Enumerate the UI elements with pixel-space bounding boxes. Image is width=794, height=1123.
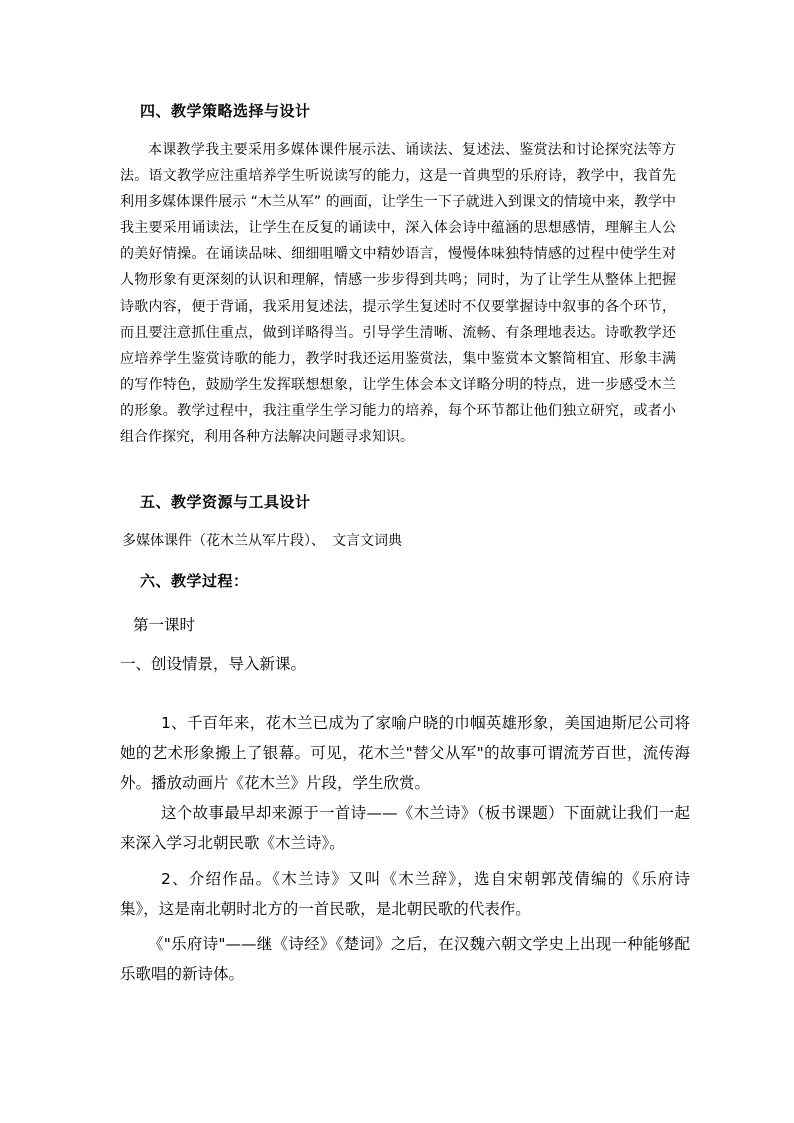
resources-line: 多媒体课件（花木兰从军片段）、 文言文词典: [122, 533, 402, 549]
section-6-heading: 六、教学过程：: [140, 572, 249, 590]
step-1-heading: 一、创设情景，导入新课。: [120, 655, 307, 673]
step-1-paragraph-4: 《"乐府诗"——继《诗经》《楚词》之后，在汉魏六朝文学史上出现一种能够配乐歌唱的新诗体。: [120, 935, 690, 983]
lesson-title: 第一课时: [133, 616, 196, 634]
section-4-heading: 四、教学策略选择与设计: [140, 102, 311, 120]
step-1-paragraph-2: 这个故事最早却来源于一首诗——《木兰诗》（板书课题）下面就让我们一起来深入学习北朝民歌《木兰诗》。: [120, 804, 690, 852]
step-1-paragraph-1: 1、千百年来，花木兰已成为了家喻户晓的巾帼英雄形象，美国迪斯尼公司将她的艺术形象搬上了银幕。可见，花木兰"替父从军"的故事可谓流芳百世，流传海外。播放动画片《花木兰》片段，学生欣赏。: [120, 714, 690, 792]
section-5-heading: 五、教学资源与工具设计: [140, 493, 311, 511]
step-1-paragraph-3: 2、介绍作品。《木兰诗》又叫《木兰辞》，选自宋朝郭茂倩编的《乐府诗集》，这是南北朝时北方的一首民歌，是北朝民歌的代表作。: [120, 870, 690, 918]
section-4-paragraph: 本课教学我主要采用多媒体课件展示法、诵读法、复述法、鉴赏法和讨论探究法等方法。语文教学应注重培养学生听说读写的能力，这是一首典型的乐府诗，教学中，我首先利用多媒体课件展示 “木兰从军” 的画面，让学生一下子就进入到课文的情境中来，教学中我主要采用诵读法，让学生在反复的诵读中，深入体会诗中蕴涵的思想感情，理解主人公的美好情操。在诵读品味、细细咀嚼文中精妙语言，慢慢体味独特情感的过程中使学生对人物形象有更深刻的认识和理解，情感一步步得到共鸣；同时，为了让学生从整体上把握诗歌内容，便于背诵，我采用复述法，提示学生复述时不仅要掌握诗中叙事的各个环节，而且要注意抓住重点，做到详略得当。引导学生清晰、流畅、有条理地表达。诗歌教学还应培养学生鉴赏诗歌的能力，教学时我还运用鉴赏法，集中鉴赏本文繁简相宜、形象丰满的写作特色，鼓励学生发挥联想想象，让学生体会本文详略分明的特点，进一步感受木兰的形象。教学过程中，我注重学生学习能力的培养，每个环节都让他们独立研究，或者小组合作探究，利用各种方法解决问题寻求知识。: [120, 142, 676, 446]
